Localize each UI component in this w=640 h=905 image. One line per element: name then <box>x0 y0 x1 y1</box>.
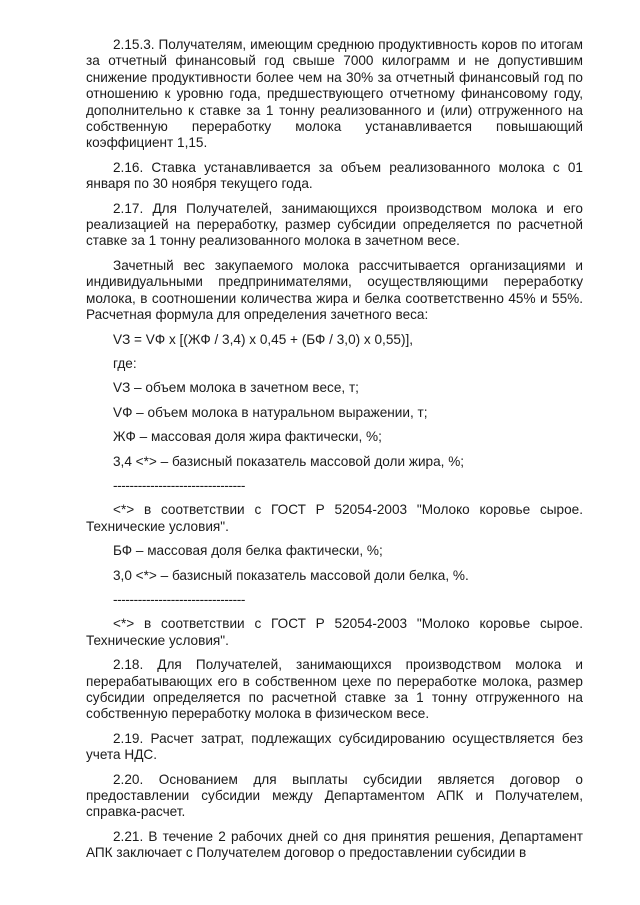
definition-base-protein: 3,0 <*> – базисный показатель массовой доли белка, %. <box>113 567 469 583</box>
paragraph-2-16: 2.16. Ставка устанавливается за объем реализованного молока с 01 января по 30 ноября текущего года. <box>86 159 583 192</box>
definition-vf: VФ – объем молока в натуральном выражении, т; <box>113 404 428 420</box>
paragraph-zachetny-ves: Зачетный вес закупаемого молока рассчитывается организациями и индивидуальными предпринимателями, осуществляющими переработку молока, в соотношении количества жира и белка соответственно 45% и 55%. Расчетная формула для определения зачетного веса: <box>86 257 583 323</box>
document-page <box>86 37 583 870</box>
paragraph-2-21: 2.21. В течение 2 рабочих дней со дня принятия решения, Департамент АПК заключает с Получателем договор о предоставлении субсидии в <box>86 828 583 861</box>
footnote-separator: -------------------------------- <box>113 477 246 493</box>
definition-base-fat: 3,4 <*> – базисный показатель массовой доли жира, %; <box>113 453 465 469</box>
definition-vz: VЗ – объем молока в зачетном весе, т; <box>113 380 359 396</box>
paragraph-2-15-3: 2.15.3. Получателям, имеющим среднюю продуктивность коров по итогам за отчетный финансовый год свыше 7000 килограмм и не допустившим снижение продуктивности более чем на 30% за отчетный финансовый год по отношению к уровню года, предшествующего отчетному финансовому году, дополнительно к ставке за 1 тонну реализованного и (или) отгруженного на собственную переработку молока устанавливается повышающий коэффициент 1,15. <box>86 37 583 151</box>
paragraph-2-19: 2.19. Расчет затрат, подлежащих субсидированию осуществляется без учета НДС. <box>86 730 583 763</box>
formula: VЗ = VФ x [(ЖФ / 3,4) x 0,45 + (БФ / 3,0) x 0,55)], <box>113 331 414 347</box>
definition-zhf: ЖФ – массовая доля жира фактически, %; <box>113 429 382 445</box>
where-label: где: <box>113 355 137 371</box>
footnote-separator: -------------------------------- <box>113 591 246 607</box>
paragraph-2-17: 2.17. Для Получателей, занимающихся производством молока и его реализацией на переработку, размер субсидии определяется по расчетной ставке за 1 тонну реализованного молока в зачетном весе. <box>86 200 583 249</box>
paragraph-2-18: 2.18. Для Получателей, занимающихся производством молока и перерабатывающих его в собственном цехе по переработке молока, размер субсидии определяется по расчетной ставке за 1 тонну отгруженного на собственную переработку молока в физическом весе. <box>86 657 583 722</box>
footnote-gost: <*> в соответствии с ГОСТ Р 52054-2003 "Молоко коровье сырое. Технические условия". <box>86 502 583 534</box>
definition-bf: БФ – массовая доля белка фактически, %; <box>113 543 383 559</box>
paragraph-2-20: 2.20. Основанием для выплаты субсидии является договор о предоставлении субсидии между Департаментом АПК и Получателем, справка-расчет. <box>86 771 583 820</box>
footnote-gost: <*> в соответствии с ГОСТ Р 52054-2003 "Молоко коровье сырое. Технические условия". <box>86 616 583 648</box>
